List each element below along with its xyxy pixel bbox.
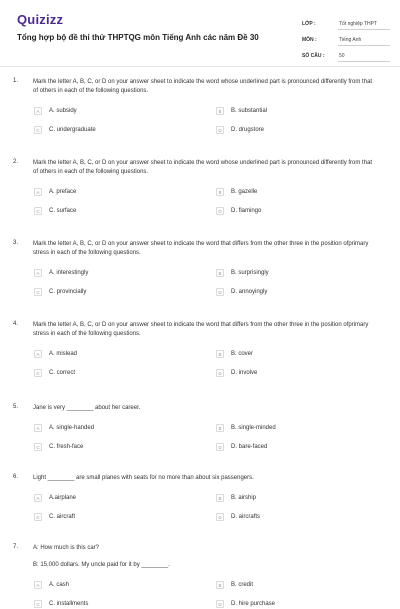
- answer-option-a[interactable]: [34, 187, 216, 197]
- option-letter-box[interactable]: B: [216, 188, 224, 196]
- question-item: [0, 404, 400, 452]
- question-text: [33, 544, 373, 570]
- question-text-line: Mark the letter A, B, C, or D on your answer sheet to indicate the word that differs from the other three in the position ofprimary stress in each of the following questions.: [33, 241, 369, 256]
- option-text: B. gazelle: [231, 189, 258, 195]
- option-letter-box[interactable]: B: [216, 269, 224, 277]
- option-text: A. interestingly: [49, 270, 89, 276]
- option-text: D. hire purchase: [231, 601, 276, 607]
- option-text: D. annoyingly: [231, 289, 268, 295]
- option-letter-box[interactable]: D: [216, 513, 224, 521]
- question-number: 7.: [13, 544, 19, 550]
- option-letter-box[interactable]: A: [34, 424, 42, 432]
- question-text-line: Jane is very ________ about her career.: [33, 405, 141, 411]
- answer-option-a[interactable]: [34, 580, 216, 590]
- meta-value: Tốt nghiệp THPT: [338, 21, 390, 30]
- meta-row: [302, 14, 390, 30]
- option-text: C. surface: [49, 208, 77, 214]
- question-number: 4.: [13, 321, 19, 327]
- question-number: 3.: [13, 240, 19, 246]
- question-number: 2.: [13, 159, 19, 165]
- option-text: D. aircrafts: [231, 514, 261, 520]
- option-text: C. undergraduate: [49, 127, 96, 133]
- option-letter-box[interactable]: C: [34, 513, 42, 521]
- answer-option-d[interactable]: [216, 287, 284, 297]
- option-text: D. involve: [231, 370, 258, 376]
- option-letter-box[interactable]: A: [34, 107, 42, 115]
- answer-option-a[interactable]: [34, 268, 216, 278]
- answer-option-c[interactable]: [34, 442, 216, 452]
- option-text: C. correct: [49, 370, 76, 376]
- answer-option-c[interactable]: [34, 206, 216, 216]
- answer-options: [34, 187, 284, 216]
- answer-option-d[interactable]: [216, 206, 284, 216]
- answer-option-c[interactable]: [34, 125, 216, 135]
- worksheet-title: Tổng hợp bộ đề thi thử THPTQG môn Tiếng Anh các năm Đề 30: [17, 33, 259, 42]
- question-text-line: A: How much is this car?: [33, 545, 100, 551]
- option-text: A.airplane: [49, 495, 77, 501]
- answer-option-b[interactable]: [216, 106, 284, 116]
- option-letter-box[interactable]: B: [216, 494, 224, 502]
- question-text-line: Mark the letter A, B, C, or D on your answer sheet to indicate the word whose underlined part is pronounced differently from that of others in each of the following questions.: [33, 160, 373, 175]
- question-text-line: Light ________ are small planes with seats for no more than about six passengers.: [33, 475, 254, 481]
- header-divider: [0, 66, 400, 67]
- option-letter-box[interactable]: C: [34, 443, 42, 451]
- option-text: A. cash: [49, 582, 70, 588]
- meta-label: MÔN :: [302, 37, 317, 43]
- worksheet-header: [0, 0, 400, 66]
- option-letter-box[interactable]: C: [34, 369, 42, 377]
- answer-option-b[interactable]: [216, 580, 284, 590]
- answer-option-a[interactable]: [34, 349, 216, 359]
- answer-option-d[interactable]: [216, 368, 284, 378]
- option-letter-box[interactable]: D: [216, 600, 224, 608]
- question-item: [0, 321, 400, 378]
- answer-option-a[interactable]: [34, 423, 216, 433]
- option-letter-box[interactable]: A: [34, 350, 42, 358]
- question-item: [0, 544, 400, 609]
- option-text: D. drugstore: [231, 127, 265, 133]
- question-item: [0, 78, 400, 135]
- meta-row: [302, 30, 390, 46]
- worksheet-meta: [302, 14, 390, 62]
- question-text: [33, 404, 373, 413]
- answer-options: [34, 106, 284, 135]
- option-text: A. single-handed: [49, 425, 95, 431]
- option-letter-box[interactable]: A: [34, 581, 42, 589]
- question-text-line: Mark the letter A, B, C, or D on your answer sheet to indicate the word that differs from the other three in the position ofprimary stress in each of the following questions.: [33, 322, 369, 337]
- option-letter-box[interactable]: D: [216, 288, 224, 296]
- option-letter-box[interactable]: D: [216, 443, 224, 451]
- option-letter-box[interactable]: C: [34, 600, 42, 608]
- meta-value: 50: [338, 53, 390, 62]
- question-text: [33, 321, 373, 339]
- option-text: C. aircraft: [49, 514, 76, 520]
- option-letter-box[interactable]: B: [216, 350, 224, 358]
- answer-option-d[interactable]: [216, 442, 284, 452]
- meta-value: Tiếng Anh: [338, 37, 390, 46]
- question-list: [0, 78, 400, 609]
- option-text: A. subsidy: [49, 108, 77, 114]
- question-text-line: B: 15,000 dollars. My uncle paid for it by ________.: [33, 562, 170, 568]
- option-letter-box[interactable]: A: [34, 188, 42, 196]
- question-number: 5.: [13, 404, 19, 410]
- question-number: 6.: [13, 474, 19, 480]
- option-text: B. surprisingly: [231, 270, 269, 276]
- answer-option-b[interactable]: [216, 493, 284, 503]
- question-text-line: Mark the letter A, B, C, or D on your answer sheet to indicate the word whose underlined part is pronounced differently from that of others in each of the following questions.: [33, 79, 373, 94]
- answer-option-d[interactable]: [216, 599, 284, 609]
- option-letter-box[interactable]: C: [34, 207, 42, 215]
- question-text: [33, 474, 373, 483]
- option-text: C. fresh-face: [49, 444, 84, 450]
- option-letter-box[interactable]: C: [34, 126, 42, 134]
- option-letter-box[interactable]: B: [216, 424, 224, 432]
- answer-option-a[interactable]: [34, 106, 216, 116]
- answer-options: [34, 349, 284, 378]
- question-item: [0, 240, 400, 297]
- answer-options: [34, 493, 284, 522]
- option-letter-box[interactable]: C: [34, 288, 42, 296]
- answer-option-b[interactable]: [216, 187, 284, 197]
- option-text: B. credit: [231, 582, 254, 588]
- option-text: C. installments: [49, 601, 89, 607]
- option-letter-box[interactable]: D: [216, 126, 224, 134]
- meta-label: LỚP :: [302, 21, 316, 27]
- question-text: [33, 159, 373, 177]
- answer-options: [34, 580, 284, 609]
- option-letter-box[interactable]: B: [216, 107, 224, 115]
- answer-options: [34, 423, 284, 452]
- meta-row: [302, 46, 390, 62]
- answer-option-b[interactable]: [216, 349, 284, 359]
- option-text: B. airship: [231, 495, 257, 501]
- answer-option-c[interactable]: [34, 512, 216, 522]
- question-number: 1.: [13, 78, 19, 84]
- option-text: B. single-minded: [231, 425, 276, 431]
- question-text: [33, 240, 373, 258]
- answer-option-d[interactable]: [216, 512, 284, 522]
- option-text: A. mislead: [49, 351, 78, 357]
- option-text: B. substantial: [231, 108, 268, 114]
- question-text: [33, 78, 373, 96]
- option-text: B. cover: [231, 351, 254, 357]
- question-item: [0, 159, 400, 216]
- answer-option-c[interactable]: [34, 287, 216, 297]
- option-text: A. preface: [49, 189, 77, 195]
- option-letter-box[interactable]: D: [216, 369, 224, 377]
- answer-option-b[interactable]: [216, 423, 284, 433]
- answer-option-d[interactable]: [216, 125, 284, 135]
- answer-option-b[interactable]: [216, 268, 284, 278]
- answer-option-c[interactable]: [34, 599, 216, 609]
- option-letter-box[interactable]: B: [216, 581, 224, 589]
- meta-label: SỐ CÂU :: [302, 53, 325, 59]
- answer-option-c[interactable]: [34, 368, 216, 378]
- question-item: [0, 474, 400, 522]
- option-text: C. provincially: [49, 289, 87, 295]
- option-letter-box[interactable]: A: [34, 494, 42, 502]
- option-letter-box[interactable]: D: [216, 207, 224, 215]
- quizizz-logo: Quizizz: [17, 12, 64, 27]
- answer-options: [34, 268, 284, 297]
- option-text: D. flamingo: [231, 208, 262, 214]
- option-text: D. bare-faced: [231, 444, 268, 450]
- answer-option-a[interactable]: [34, 493, 216, 503]
- option-letter-box[interactable]: A: [34, 269, 42, 277]
